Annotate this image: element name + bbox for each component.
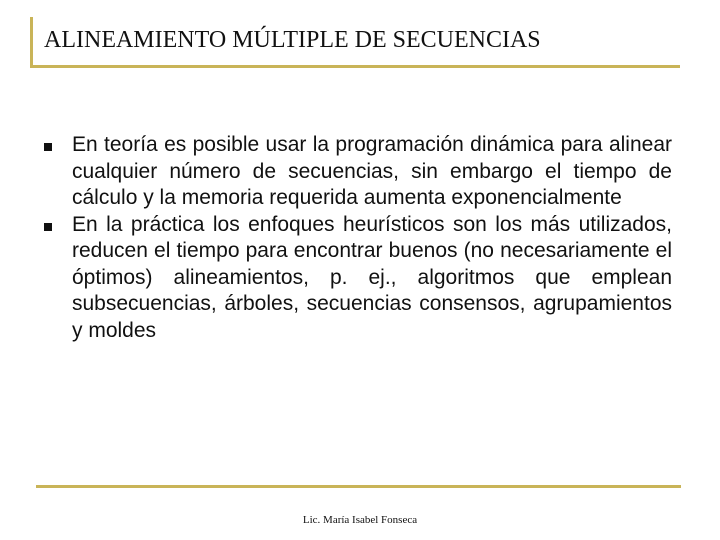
bullet-text: En la práctica los enfoques heurísticos son los más utilizados, reducen el tiempo para encontrar buenos (no necesariamente el óptimos) alineamientos, p. ej., algoritmos que emplean subsecuencias, árboles, secuencias consensos, agrupamientos y moldes <box>72 212 672 342</box>
square-bullet-icon <box>44 223 52 231</box>
bullet-item <box>42 132 672 212</box>
footer-author: Lic. María Isabel Fonseca <box>302 514 418 526</box>
bullet-item <box>42 212 672 345</box>
bullet-text: En teoría es posible usar la programación dinámica para alinear cualquier número de secuencias, sin embargo el tiempo de cálculo y la memoria requerida aumenta exponencialmente <box>72 133 672 209</box>
title-accent-horizontal-bar <box>30 65 680 68</box>
square-bullet-icon <box>44 143 52 151</box>
slide-title: ALINEAMIENTO MÚLTIPLE DE SECUENCIAS <box>44 27 541 53</box>
bullet-list <box>42 132 672 344</box>
title-accent-vertical-bar <box>30 17 33 67</box>
footer-divider <box>36 485 681 488</box>
